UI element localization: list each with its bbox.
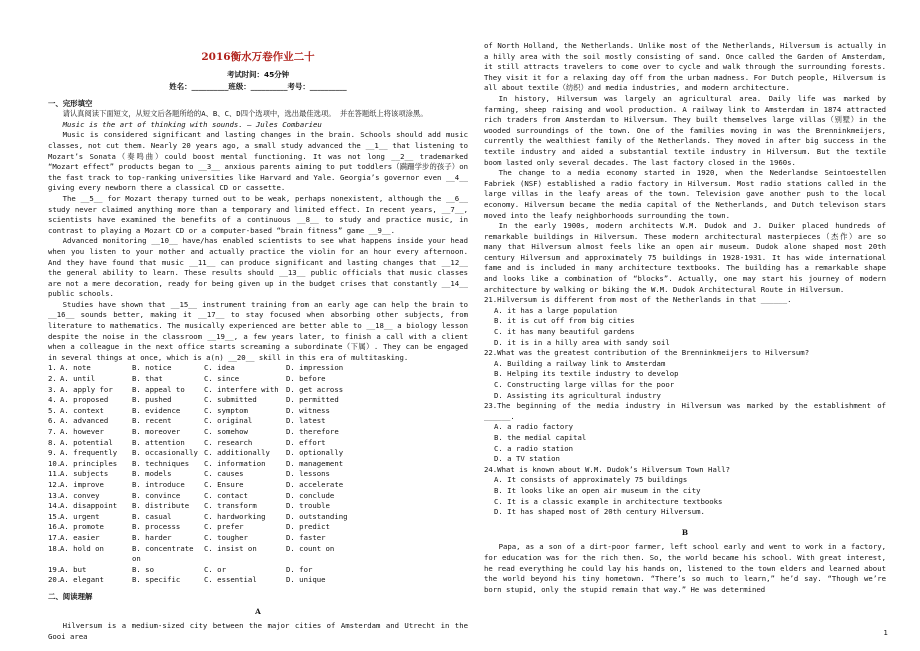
student-info-fields: 姓名：__________班级：__________考号：__________ [169, 81, 347, 91]
passage-a-paragraph: of North Holland, the Netherlands. Unlike most of the Netherlands, Hilversum is actually in a hilly area with the soil mostly consisting of sand. Once called the Garden of Amsterdam, it still attracts travelers to come over to cycle and walk through the surrounding forests. They visit it for a relaxing day off from the urban madness. For Dutch people, Hilversum is all about textile（纺织）and media industries, and modern architecture. [484, 41, 886, 93]
passage-a-label: A [255, 606, 261, 616]
answer-option: D. outstanding [286, 511, 348, 521]
answer-option: B. moreover [132, 427, 181, 436]
answer-option: A. a radio factory [494, 422, 574, 432]
question-number: 11. [48, 469, 62, 479]
cloze-option-row [48, 385, 468, 396]
passage-a-first-line: Hilversum is a medium-sized city between the major cities of Amsterdam and Utrecht in the Gooi area [48, 621, 468, 641]
question-stem: 24.What is known about W.M. Dudok’s Hilversum Town Hall? [484, 464, 731, 474]
cloze-option-row [48, 406, 468, 417]
section1-quote: Music is the art of thinking with sounds. — Jules Combarieu [62, 119, 322, 129]
passage-a-paragraph: The change to a media economy started in 1920, when the Nederlandse Seintoestellen Fabriek (NSF) established a radio factory in Hilversum. Most radio stations called in the large villas in the leafy areas of the town. Television gave another push to the local economy. Hilversum became the media capital of the Netherlands, and Dutch televison stars moved into the leafy neighborhoods surrounding the town. [484, 168, 886, 220]
passage-a-paragraph: In history, Hilversum was largely an agricultural area. Daily life was marked by farming, sheep raising and wool production. A railway link to Amsterdam in 1874 attracted rich traders from Amsterdam to Hilversum. They built themselves large villas（别墅）in the wooded surroundings of the town. One of the families moving in was the Brenninkmeijers, currently the wealthiest family of the Netherlands. They moved in after big success in the textile industry and aided a substantial textile industry in Hilversum. But the textile boom lasted only several decades. The last factory closed in the 1960s. [484, 93, 886, 167]
answer-option: B. recent [132, 416, 172, 426]
answer-option: B. notice [132, 363, 172, 373]
answer-option: D. effort [286, 437, 326, 447]
answer-option: D. management [286, 458, 344, 468]
answer-option: B. introduce [132, 479, 185, 489]
question-number: 16. [48, 522, 62, 532]
question-stem: 23.The beginning of the media industry in Hilversum was marked by the establishment of ______. [484, 401, 886, 421]
cloze-option-row [48, 448, 468, 459]
answer-option: D. trouble [286, 501, 330, 511]
answer-option: C. Constructing large villas for the poor [494, 380, 675, 389]
answer-option: B. models [132, 469, 172, 479]
answer-option: A. principles [60, 458, 118, 468]
cloze-option-row [48, 363, 468, 374]
answer-option: A. note [60, 363, 91, 373]
answer-option: A. frequently [60, 448, 118, 458]
question-stem: 21.Hilversum is different from most of the Netherlands in that ______. [484, 295, 792, 305]
answer-option: A. context [60, 405, 104, 415]
passage-b-paragraph: Papa, as a son of a dirt-poor farmer, left school early and went to work in a factory, for education was for the rich then. So, the world became his school. With great interest, he read everything he could lay his hands on, listened to the town elders and learned about the world beyond his tiny hometown. “There’s so much to learn,” he’d say. “Though we’re born stupid, only the stupid remain that way.” He was determined [484, 542, 886, 594]
question-number: 13. [48, 490, 62, 500]
question-number: 6. [48, 416, 57, 426]
answer-option: C. somehow [204, 427, 248, 436]
answer-option: C. it has many beautiful gardens [494, 327, 635, 337]
answer-option: D. impression [286, 363, 344, 373]
answer-option: A. promote [60, 522, 104, 532]
answer-option: D. latest [286, 416, 326, 426]
question-number: 3. [48, 384, 57, 394]
page-number: 1 [883, 629, 888, 637]
answer-option: D. It has shaped most of 20th century Hilversum. [494, 507, 705, 517]
answer-option: B. that [132, 374, 163, 384]
answer-option: B. it is cut off from big cities [494, 316, 635, 326]
cloze-paragraph: Studies have shown that __15__ instrument training from an early age can help the brain to __16__ sounds better, making it __17__ to stay focused when absorbing other subjects, from literature to mathematics. The musically experienced are better able to __18__ a biology lesson despite the noise in the classroom __19__, a few years later, to finish a call with a client when a colleague in the next office starts screaming a subordinate（下属）. They can be engaged in several things at once, which is a(n) __20__ skill in this era of multitasking. [48, 299, 468, 362]
cloze-options-list [48, 363, 468, 585]
answer-option: A. easier [60, 532, 100, 542]
answer-option: B. techniques [132, 458, 190, 468]
answer-option: B. occasionally [132, 448, 198, 458]
answer-option: B. Helping its textile industry to develop [494, 369, 679, 379]
answer-option: C. insist on [204, 543, 257, 553]
question-number: 19. [48, 564, 62, 574]
question-stem: 22.What was the greatest contribution of the Brenninkmeijers to Hilversum? [484, 348, 810, 358]
section2-heading: 二、阅读理解 [48, 591, 93, 601]
answer-option: D. get across [286, 384, 344, 394]
answer-option: B. It looks like an open air museum in the city [494, 485, 701, 495]
cloze-option-row [48, 533, 468, 544]
answer-option: C. original [204, 416, 253, 426]
answer-option: A. disappoint [60, 501, 118, 511]
answer-option: B. distribute [132, 501, 190, 511]
answer-option: B. convince [132, 490, 181, 500]
question-number: 12. [48, 479, 62, 489]
answer-option: D. before [286, 374, 326, 384]
answer-option: A. apply for [60, 384, 113, 394]
answer-option: C. or [204, 564, 226, 574]
section1-instruction: 请认真阅读下面短文，从短文后各题所给的A、B、C、D四个选项中，选出最佳选项。 并在答题纸上将该项涂黑。 [62, 109, 428, 119]
answer-option: B. concentrate on [132, 543, 194, 564]
answer-option: C. essential [204, 575, 257, 585]
answer-option: C. It is a classic example in architecture textbooks [494, 496, 723, 506]
question-number: 20. [48, 575, 62, 585]
answer-option: A. advanced [60, 416, 109, 426]
answer-option: B. specific [132, 575, 181, 585]
answer-option: D. optionally [286, 448, 344, 458]
answer-option: D. for [286, 564, 313, 574]
answer-option: A. proposed [60, 395, 109, 405]
answer-option: A. Building a railway link to Amsterdam [494, 358, 666, 368]
exam-time: 考试时间：45分钟 [226, 69, 290, 79]
cloze-option-row [48, 565, 468, 576]
answer-option: C. causes [204, 469, 244, 479]
question-number: 1. [48, 363, 57, 373]
cloze-option-row [48, 522, 468, 533]
question-number: 9. [48, 448, 57, 458]
question-number: 4. [48, 395, 57, 405]
cloze-option-row [48, 374, 468, 385]
answer-option: A. urgent [60, 511, 100, 521]
answer-option: A. until [60, 374, 96, 384]
answer-option: B. processs [132, 522, 181, 532]
cloze-option-row [48, 544, 468, 565]
answer-option: C. information [204, 458, 266, 468]
question-number: 14. [48, 501, 62, 511]
left-column [48, 44, 468, 642]
answer-option: A. improve [60, 479, 104, 489]
answer-option: D. Assisting its agricultural industry [494, 390, 661, 400]
cloze-option-row [48, 427, 468, 438]
answer-option: D. witness [286, 405, 330, 415]
answer-option: D. unique [286, 575, 326, 585]
answer-option: A. hold on [60, 543, 104, 553]
answer-option: A. but [60, 564, 87, 574]
cloze-paragraph: Music is considered significant and lasting changes in the brain. Schools should add music classes, not cut them. Nearly 20 years ago, a small study advanced the __1__ that listening to Mozart’s Sonata（奏鸣曲）could boost mental functioning. It was not long __2__ trademarked “Mozart effect” products began to __3__ anxious parents aiming to put toddlers（蹒跚学步的孩子）on the fast track to top-ranking universities like Harvard and Yale. Georgia’s governor even __4__ giving every newborn there a classical CD or cassette. [48, 130, 468, 193]
answer-option: B. casual [132, 511, 172, 521]
cloze-option-row [48, 491, 468, 502]
answer-option: C. idea [204, 363, 235, 373]
answer-option: D. therefore [286, 427, 339, 436]
question-number: 17. [48, 532, 62, 542]
answer-option: C. research [204, 437, 253, 447]
answer-option: A. It consists of approximately 75 buildings [494, 475, 688, 485]
cloze-option-row [48, 512, 468, 523]
answer-option: C. prefer [204, 522, 244, 532]
reading-questions-list [484, 295, 886, 517]
answer-option: A. elegant [60, 575, 104, 585]
cloze-option-row [48, 395, 468, 406]
answer-option: A. convey [60, 490, 100, 500]
answer-option: C. submitted [204, 395, 257, 405]
cloze-option-row [48, 501, 468, 512]
answer-option: D. faster [286, 532, 326, 542]
answer-option: A. potential [60, 437, 113, 447]
answer-option: D. count on [286, 543, 335, 553]
answer-option: C. Ensure [204, 479, 244, 489]
answer-option: D. lessons [286, 469, 330, 479]
answer-option: C. interfere with [204, 384, 279, 394]
answer-option: C. additionally [204, 448, 270, 458]
page-title: 2016衡水万卷作业二十 [201, 51, 315, 63]
cloze-option-row [48, 416, 468, 427]
question-number: 2. [48, 374, 57, 384]
question-number: 5. [48, 405, 57, 415]
answer-option: C. transform [204, 501, 257, 511]
question-number: 15. [48, 511, 62, 521]
question-number: 7. [48, 427, 57, 436]
question-number: 18. [48, 543, 62, 553]
section1-heading: 一、完形填空 [48, 98, 93, 108]
cloze-option-row [48, 469, 468, 480]
cloze-paragraph: Advanced monitoring __10__ have/has enabled scientists to see what happens inside your head when you listen to your mother and actually practice the violin for an hour every afternoon. And they have found that music __11__ can produce significant and lasting changes that __12__ the general ability to learn. These results should __13__ public officials that music classes are not a mere decoration, ready for being given up in the budget crises that constantly __14__ public schools. [48, 236, 468, 299]
right-column [484, 41, 886, 595]
answer-option: D. a TV station [494, 454, 560, 464]
answer-option: A. it has a large population [494, 305, 618, 315]
answer-option: C. since [204, 374, 240, 384]
answer-option: C. symptom [204, 405, 248, 415]
cloze-option-row [48, 480, 468, 491]
cloze-option-row [48, 459, 468, 470]
answer-option: C. tougher [204, 532, 248, 542]
cloze-paragraph: The __5__ for Mozart therapy turned out to be weak, perhaps nonexistent, although the __6__ study never claimed anything more than a temporary and limited effect. In recent years, __7__, scientists have examined the benefits of a continuous __8__ to study and practice music, in contrast to playing a Mozart CD or a computer-based “brain fitness” game __9__. [48, 193, 468, 235]
passage-a-paragraph: In the early 1900s, modern architects W.M. Dudok and J. Duiker placed hundreds of remarkable buildings in Hilversum. These modern architectural masterpieces（杰作）are so many that Hilversum almost feels like an open air museum. Dudok alone shaped most 20th century Hilversum and approximately 75 buildings in 1928-1931. It has wide international fame and is included in many architecture textbooks. The building has a remarkable shape and looks like a combination of “blocks”. Actually, one may start his journey of modern architecture by walking or biking the W.M. Dudok Architectural Route in Hilversum. [484, 221, 886, 294]
answer-option: C. a radio station [494, 443, 574, 453]
answer-option: A. however [60, 427, 104, 436]
answer-option: B. appeal to [132, 384, 185, 394]
answer-option: B. attention [132, 437, 185, 447]
passage-b-label: B [681, 527, 689, 537]
cloze-option-row [48, 575, 468, 586]
question-number: 8. [48, 437, 57, 447]
answer-option: B. so [132, 564, 154, 574]
cloze-option-row [48, 438, 468, 449]
answer-option: D. permitted [286, 395, 339, 405]
answer-option: A. subjects [60, 469, 109, 479]
answer-option: C. hardworking [204, 511, 266, 521]
answer-option: D. accelerate [286, 479, 344, 489]
answer-option: D. conclude [286, 490, 335, 500]
answer-option: B. pushed [132, 395, 172, 405]
answer-option: B. harder [132, 532, 172, 542]
answer-option: B. the medial capital [494, 432, 587, 442]
answer-option: D. it is in a hilly area with sandy soil [494, 337, 670, 347]
answer-option: C. contact [204, 490, 248, 500]
question-number: 10. [48, 458, 62, 468]
answer-option: B. evidence [132, 405, 181, 415]
answer-option: D. predict [286, 522, 330, 532]
